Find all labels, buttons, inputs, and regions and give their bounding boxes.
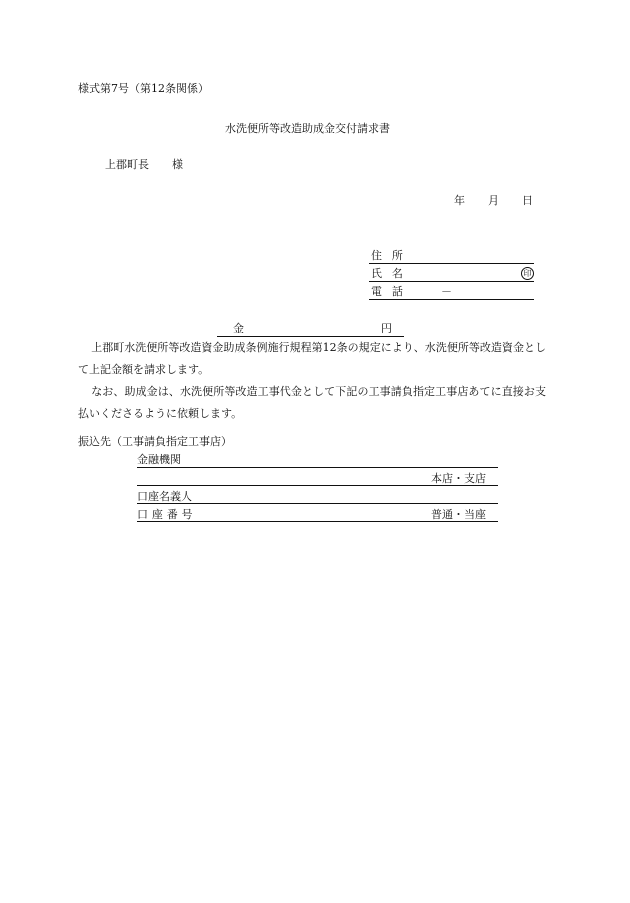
branch-line bbox=[137, 485, 498, 486]
addressee-honorific: 様 bbox=[172, 158, 183, 171]
address-label: 住所 bbox=[371, 249, 413, 262]
body-paragraph-1: 上郡町水洗便所等改造資金助成条例施行規程第12条の規定により、水洗便所等改造資金として上記金額を請求します。 bbox=[78, 341, 546, 376]
bank-line bbox=[137, 467, 498, 468]
body-paragraph-2: なお、助成金は、水洗便所等改造工事代金として下記の工事請負指定工事店あてに直接お支払いくださるように依頼します。 bbox=[78, 385, 546, 420]
account-type-options: 普通・当座 bbox=[431, 508, 486, 521]
form-number: 様式第7号（第12条関係） bbox=[78, 82, 209, 95]
account-name-label: 口座名義人 bbox=[137, 490, 192, 503]
phone-label: 電話 bbox=[371, 285, 413, 298]
account-number-line bbox=[137, 521, 498, 522]
bank-label: 金融機関 bbox=[137, 453, 181, 466]
seal-icon: 印 bbox=[521, 267, 534, 280]
account-number-label: 口座番号 bbox=[137, 508, 197, 521]
amount-unit: 円 bbox=[381, 322, 392, 335]
account-name-line bbox=[137, 503, 498, 504]
name-label: 氏名 bbox=[371, 267, 413, 280]
phone-dash: － bbox=[441, 285, 452, 298]
document-title: 水洗便所等改造助成金交付請求書 bbox=[225, 122, 390, 135]
name-line bbox=[369, 281, 534, 282]
transfer-heading: 振込先（工事請負指定工事店） bbox=[78, 435, 232, 448]
date-month-label: 月 bbox=[488, 194, 499, 207]
branch-options: 本店・支店 bbox=[431, 472, 486, 485]
amount-prefix: 金 bbox=[233, 322, 244, 335]
date-year-label: 年 bbox=[454, 194, 465, 207]
date-day-label: 日 bbox=[522, 194, 533, 207]
address-line bbox=[369, 263, 534, 264]
addressee-name: 上郡町長 bbox=[105, 158, 149, 171]
phone-line bbox=[369, 299, 534, 300]
